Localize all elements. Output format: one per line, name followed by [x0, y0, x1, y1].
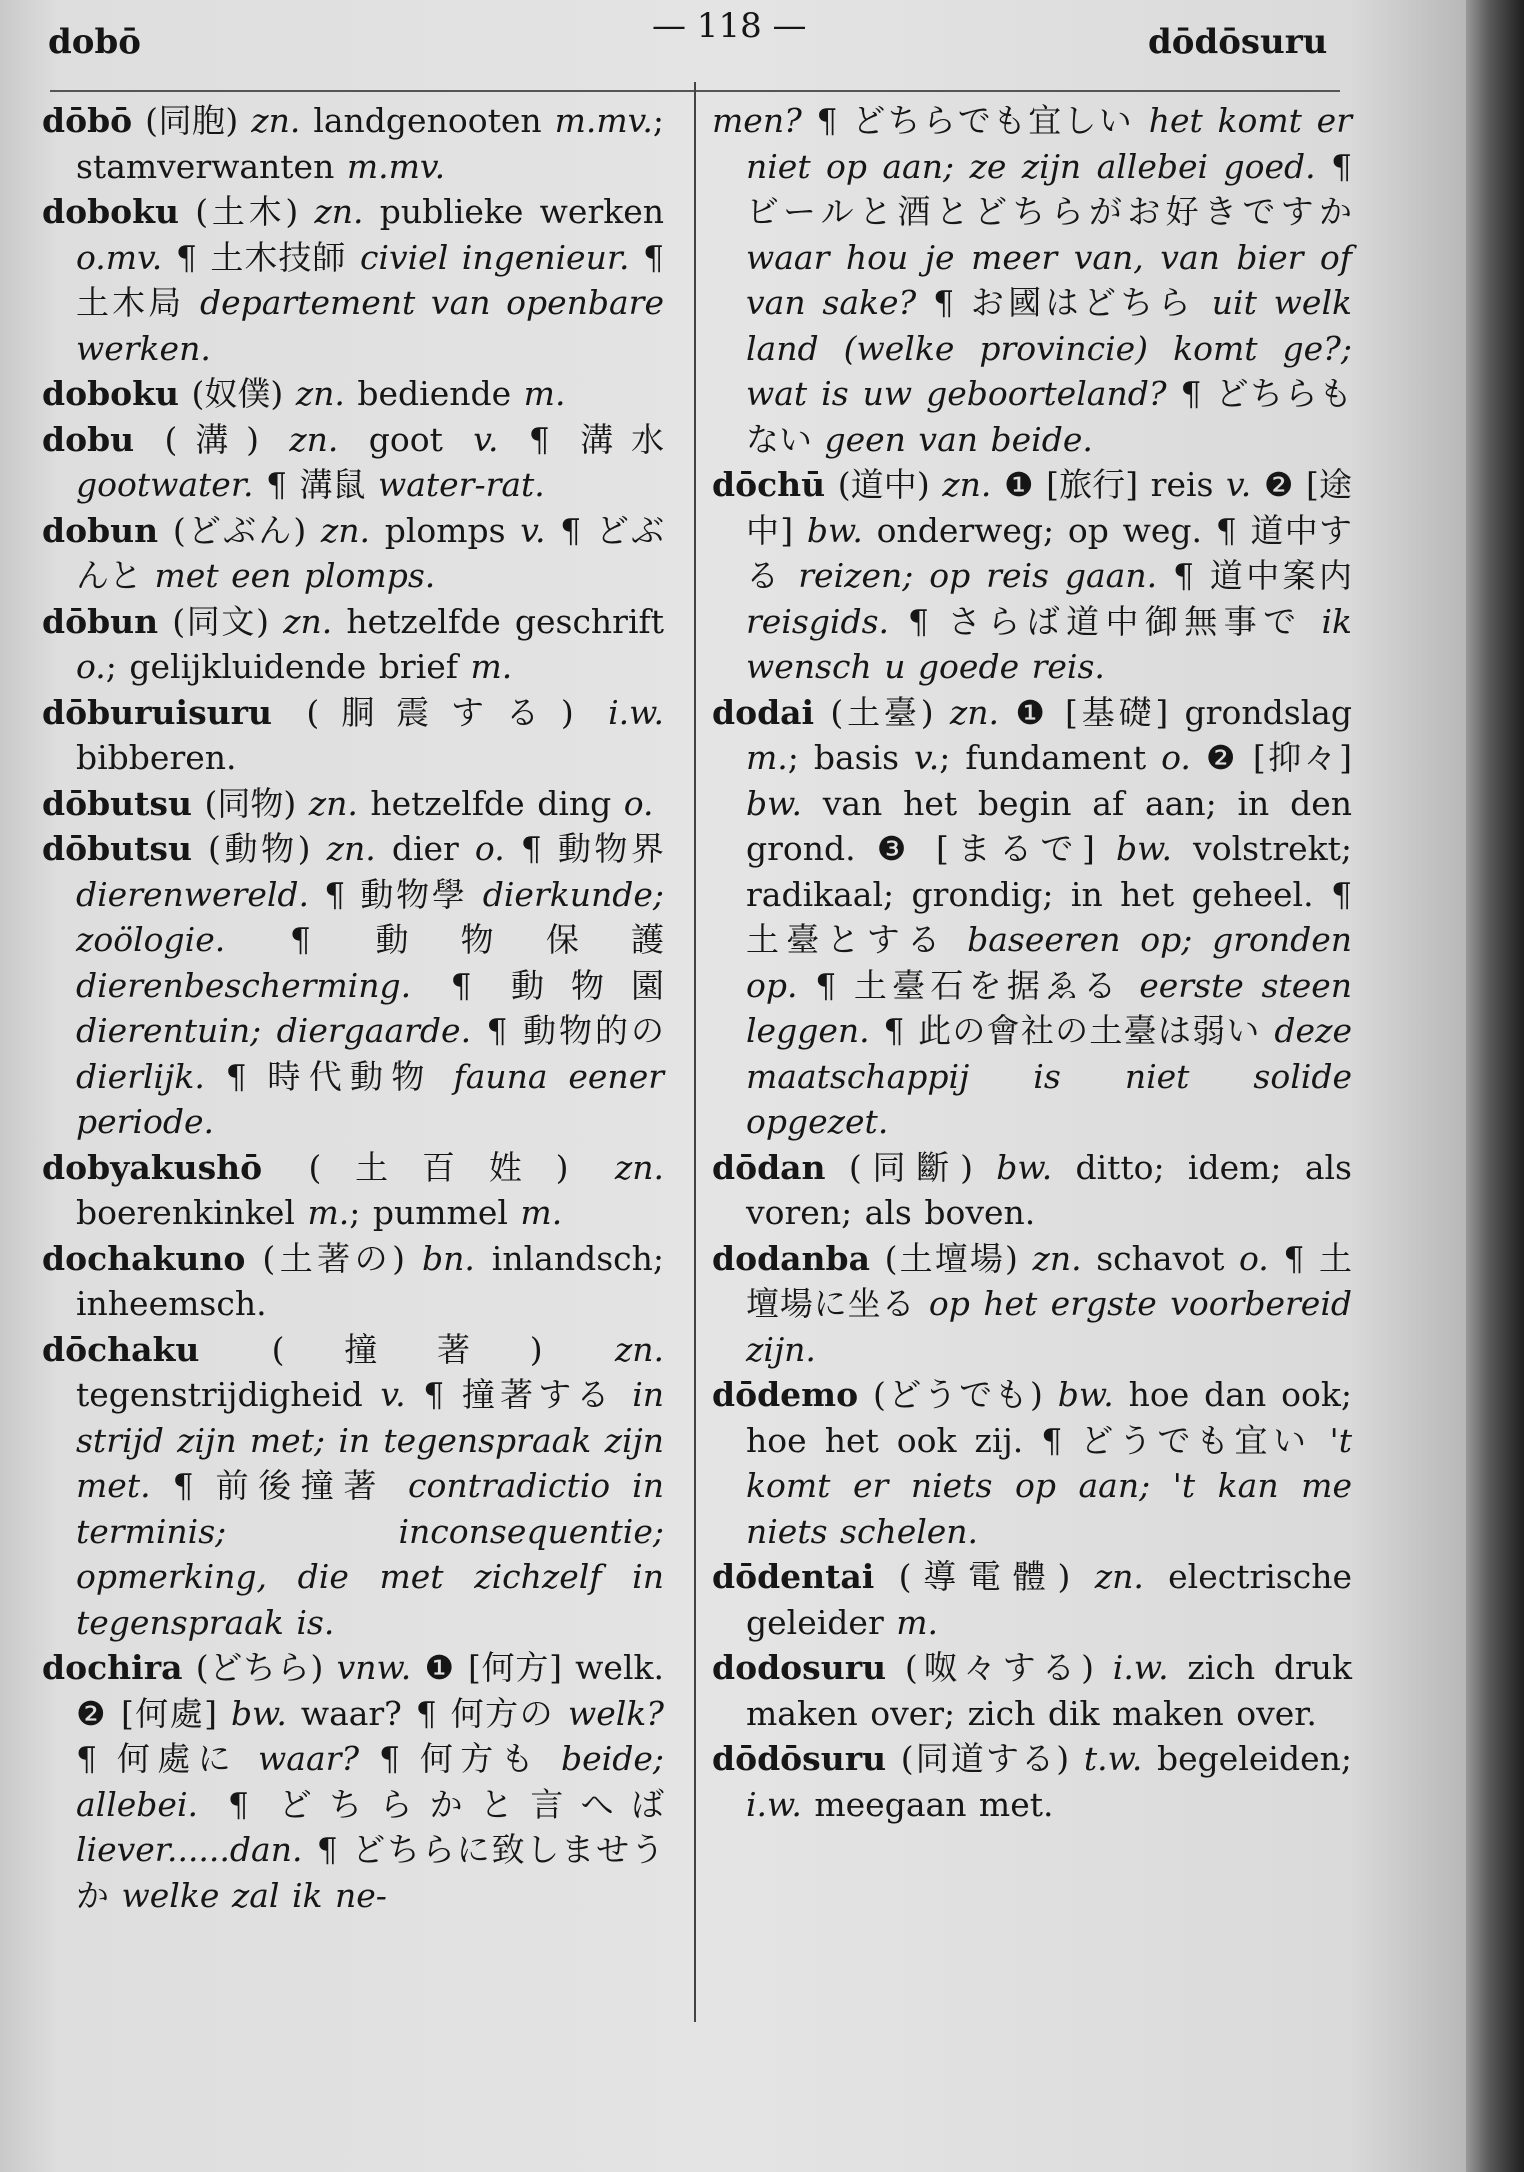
dictionary-entry: dochakuno (土著の) bn. inlandsch; inheemsch. [42, 1238, 664, 1323]
dictionary-entry: dōchū (道中) zn. ❶ [旅行] reis v. ❷ [途中] bw. onderweg; op weg. ¶ 道中する reizen; op reis gaan. ¶ 道中案内 reisgids. ¶ さらば道中御無事で ik wensch u goede reis. [712, 465, 1352, 686]
page-number: — 118 — [652, 6, 807, 46]
left-column [42, 98, 664, 1918]
dictionary-entry: men? ¶ どちらでも宜しい het komt er niet op aan; ze zijn allebei goed. ¶ ビールと酒とどちらがお好きですか waar hou je meer van, van bier of van sake? ¶ お國はどちら uit welk land (welke provincie) komt ge?; wat is uw geboorteland? ¶ どちらもない geen van beide. [712, 101, 1353, 459]
dictionary-entry: dōbutsu (同物) zn. hetzelfde ding o. [42, 783, 654, 823]
dictionary-entry: dōbō (同胞) zn. landgenooten m.mv.; stamverwanten m.mv. [42, 101, 664, 186]
dictionary-entry: dodanba (土壇場) zn. schavot o. ¶ 土壇場に坐る op het ergste voorbereid zijn. [712, 1238, 1352, 1369]
dictionary-entry: dōbun (同文) zn. hetzelfde geschrift o.; gelijkluidende brief m. [42, 601, 664, 686]
dictionary-entry: dodosuru (呶々する) i.w. zich druk maken over; zich dik maken over. [712, 1648, 1352, 1733]
dictionary-entry: dodai (土臺) zn. ❶ [基礎] grondslag m.; basis v.; fundament o. ❷ [抑々] bw. van het begin af aan; in den grond. ❸ [まるで] bw. volstrekt; radikaal; grondig; in het geheel. ¶ 土臺とする baseeren op; gronden op. ¶ 土臺石を据ゑる eerste steen leggen. ¶ 此の會社の土臺は弱い deze maatschappij is niet solide opgezet. [712, 692, 1353, 1141]
book-gutter [1466, 0, 1524, 2172]
first-headword: dobō [48, 22, 141, 62]
right-column [712, 98, 1352, 1827]
column-divider [694, 82, 696, 2022]
running-head [40, 6, 1340, 66]
dictionary-entry: dōdemo (どうでも) bw. hoe dan ook; hoe het ook zij. ¶ どうでも宜い 't komt er niets op aan; 't kan me niets schelen. [712, 1375, 1352, 1551]
dictionary-entry: dobu (溝) zn. goot v. ¶ 溝水 gootwater. ¶ 溝鼠 water-rat. [42, 419, 664, 504]
dictionary-entry: dōdan (同斷) bw. ditto; idem; als voren; als boven. [712, 1147, 1352, 1232]
dictionary-entry: dōchaku (撞著) zn. tegenstrijdigheid v. ¶ 撞著する in strijd zijn met; in tegenspraak zijn met. ¶ 前後撞著 contradictio in terminis; inconsequentie; opmerking, die met zichzelf in tegenspraak is. [42, 1329, 664, 1642]
dictionary-entry: doboku (奴僕) zn. bediende m. [42, 374, 566, 413]
dictionary-entry: dochira (どちら) vnw. ❶ [何方] welk. ❷ [何處] bw. waar? ¶ 何方の welk? ¶ 何處に waar? ¶ 何方も beide; allebei. ¶ どちらかと言へば liever......dan. ¶ どちらに致しませうか welke zal ik ne- [42, 1648, 664, 1915]
dictionary-entry: dobyakushō (土百姓) zn. boerenkinkel m.; pummel m. [42, 1147, 664, 1232]
dictionary-entry: dōbutsu (動物) zn. dier o. ¶ 動物界 dierenwereld. ¶ 動物學 dierkunde; zoölogie. ¶ 動物保護 dierenbescherming. ¶ 動物園 dierentuin; diergaarde. ¶ 動物的の dierlijk. ¶ 時代動物 fauna eener periode. [42, 829, 664, 1141]
last-headword: dōdōsuru [1148, 22, 1328, 62]
dictionary-entry: doboku (土木) zn. publieke werken o.mv. ¶ 土木技師 civiel ingenieur. ¶ 土木局 departement van openbare werken. [42, 192, 664, 368]
dictionary-entry: dōdōsuru (同道する) t.w. begeleiden; i.w. meegaan met. [712, 1739, 1352, 1824]
dictionary-entry: dobun (どぶん) zn. plomps v. ¶ どぶんと met een plomps. [42, 510, 664, 595]
dictionary-entry: dōdentai (導電體) zn. electrische geleider m. [712, 1557, 1352, 1642]
dictionary-entry: dōburuisuru (胴震する) i.w. bibberen. [42, 692, 664, 777]
